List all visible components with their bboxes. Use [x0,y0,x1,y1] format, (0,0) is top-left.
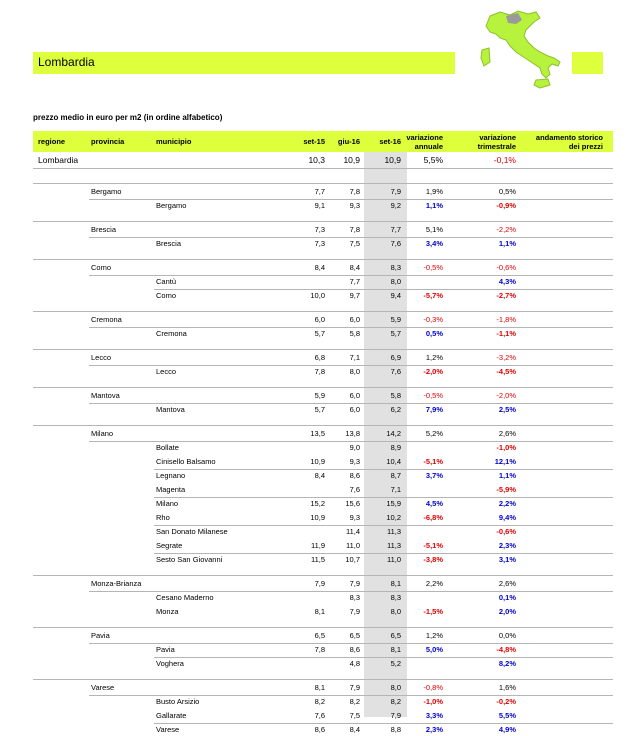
cell-var-trimestrale: -0,1% [493,155,516,165]
municipality-row [33,606,613,618]
cell-name: Brescia [91,225,117,234]
cell-var-trimestrale: -1,0% [496,443,516,452]
cell-set15: 5,9 [314,391,325,400]
cell-set16: 11,3 [386,541,401,550]
cell-set16: 9,2 [390,201,401,210]
row-divider [33,387,613,388]
cell-var-trimestrale: -5,9% [496,485,516,494]
cell-var-annuale: 7,9% [425,405,443,414]
cell-set16: 7,7 [390,225,401,234]
cell-set16: 7,6 [390,239,401,248]
cell-set16: 7,9 [390,711,401,720]
cell-set15: 7,6 [314,711,325,720]
cell-var-annuale: -0,8% [423,683,443,692]
cell-var-annuale: 1,1% [425,201,443,210]
page-title: Lombardia [38,55,95,69]
row-divider [33,168,613,169]
municipality-row [33,724,613,736]
cell-var-annuale: 3,4% [425,239,443,248]
row-divider [154,469,613,470]
province-row [33,682,613,694]
cell-var-trimestrale: -3,2% [496,353,516,362]
row-divider [154,553,613,554]
cell-set15: 6,5 [314,631,325,640]
cell-set16: 8,3 [390,593,401,602]
cell-var-trimestrale: 9,4% [498,513,516,522]
province-row [33,428,613,440]
cell-var-trimestrale: 1,1% [498,471,516,480]
cell-giu16: 6,0 [349,391,360,400]
cell-set16: 5,8 [390,391,401,400]
cell-set15: 10,0 [310,291,325,300]
header-var-annuale-2: annuale [414,142,443,151]
header-giu16: giu-16 [337,137,360,146]
municipality-row [33,644,613,656]
cell-var-annuale: -6,8% [423,513,443,522]
cell-set15: 5,7 [314,405,325,414]
cell-set15: 6,0 [314,315,325,324]
row-divider [89,591,613,592]
row-divider [89,199,613,200]
cell-var-annuale: -0,5% [423,263,443,272]
cell-name: Lecco [91,353,112,362]
cell-var-trimestrale: -1,1% [496,329,516,338]
cell-name: Mantova [156,405,185,414]
cell-name: Milano [91,429,114,438]
cell-giu16: 8,3 [349,593,360,602]
cell-name: Milano [156,499,179,508]
row-divider [33,311,613,312]
municipality-row [33,484,613,496]
cell-name: Bergamo [156,201,187,210]
cell-name: Cinisello Balsamo [156,457,216,466]
header-var-trim-2: trimestrale [477,142,516,151]
cell-set15: 15,2 [310,499,325,508]
cell-var-annuale: 3,7% [425,471,443,480]
cell-set15: 10,3 [308,155,325,165]
cell-giu16: 4,8 [349,659,360,668]
province-row [33,390,613,402]
cell-var-trimestrale: 2,6% [498,429,516,438]
province-row [33,314,613,326]
cell-var-trimestrale: 4,3% [498,277,516,286]
cell-var-annuale: -3,8% [423,555,443,564]
cell-giu16: 7,7 [349,277,360,286]
row-divider [33,349,613,350]
table-header [33,131,613,152]
cell-name: Cremona [156,329,187,338]
cell-set16: 8,0 [390,277,401,286]
cell-set16: 6,5 [390,631,401,640]
row-divider [89,643,613,644]
header-var-trim-1: variazione [479,133,516,142]
cell-giu16: 7,9 [349,683,360,692]
cell-set16: 11,0 [386,555,401,564]
row-divider [33,221,613,222]
cell-set15: 8,1 [314,607,325,616]
cell-var-annuale: 2,3% [425,725,443,734]
municipality-row [33,366,613,378]
cell-giu16: 7,8 [349,225,360,234]
province-row [33,352,613,364]
cell-giu16: 7,1 [349,353,360,362]
cell-giu16: 6,0 [349,405,360,414]
cell-set16: 8,9 [390,443,401,452]
cell-giu16: 9,3 [349,513,360,522]
cell-giu16: 8,4 [349,725,360,734]
cell-var-trimestrale: 5,5% [498,711,516,720]
cell-giu16: 9,3 [349,457,360,466]
cell-var-trimestrale: -0,2% [496,697,516,706]
header-set16: set-16 [379,137,401,146]
cell-giu16: 10,9 [343,155,360,165]
cell-var-trimestrale: 1,6% [498,683,516,692]
cell-set15: 9,1 [314,201,325,210]
municipality-row [33,696,613,708]
cell-giu16: 7,6 [349,485,360,494]
cell-name: Legnano [156,471,186,480]
cell-set15: 7,8 [314,645,325,654]
municipality-row [33,404,613,416]
cell-name: Monza [156,607,179,616]
cell-set15: 6,8 [314,353,325,362]
cell-giu16: 7,5 [349,711,360,720]
cell-giu16: 9,7 [349,291,360,300]
municipality-row [33,526,613,538]
cell-set16: 9,4 [390,291,401,300]
row-divider [33,679,613,680]
cell-set15: 7,3 [314,225,325,234]
cell-giu16: 8,2 [349,697,360,706]
cell-var-trimestrale: 2,0% [498,607,516,616]
row-divider [154,657,613,658]
cell-var-trimestrale: -2,2% [496,225,516,234]
cell-giu16: 11,4 [345,527,360,536]
province-row [33,630,613,642]
cell-name: Lombardia [38,155,79,165]
cell-set16: 5,7 [390,329,401,338]
cell-var-trimestrale: -1,8% [496,315,516,324]
row-divider [89,403,613,404]
cell-set16: 11,3 [386,527,401,536]
cell-var-annuale: 5,2% [425,429,443,438]
cell-var-trimestrale: 0,5% [498,187,516,196]
row-divider [89,695,613,696]
municipality-row [33,456,613,468]
cell-var-annuale: -5,1% [423,541,443,550]
cell-giu16: 9,0 [349,443,360,452]
cell-name: San Donato Milanese [156,527,228,536]
cell-set16: 6,9 [390,353,401,362]
municipality-row [33,276,613,288]
cell-set15: 11,5 [310,555,325,564]
header-set15: set-15 [303,137,325,146]
cell-set16: 8,2 [390,697,401,706]
cell-set16: 8,0 [390,683,401,692]
cell-var-annuale: -5,1% [423,457,443,466]
cell-var-trimestrale: 2,3% [498,541,516,550]
cell-set16: 7,9 [390,187,401,196]
cell-var-annuale: 1,2% [425,631,443,640]
table-subtitle: prezzo medio in euro per m2 (in ordine alfabetico) [33,113,223,122]
cell-giu16: 8,6 [349,645,360,654]
cell-var-annuale: -2,0% [423,367,443,376]
cell-var-trimestrale: -2,0% [496,391,516,400]
header-storico-1: andamento storico [535,133,603,142]
cell-name: Magenta [156,485,186,494]
cell-set16: 10,4 [386,457,401,466]
cell-var-trimestrale: 0,0% [498,631,516,640]
italy-map-icon [478,6,568,92]
cell-var-annuale: -0,5% [423,391,443,400]
cell-giu16: 7,9 [349,607,360,616]
cell-giu16: 11,0 [345,541,360,550]
row-divider [89,441,613,442]
municipality-row [33,238,613,250]
cell-var-annuale: -0,3% [423,315,443,324]
cell-var-trimestrale: -2,7% [496,291,516,300]
cell-var-trimestrale: 0,1% [498,593,516,602]
row-divider [154,289,613,290]
cell-name: Como [91,263,112,272]
municipality-row [33,498,613,510]
cell-name: Segrate [156,541,183,550]
cell-name: Varese [91,683,115,692]
header-municipio: municipio [156,137,192,146]
cell-set15: 13,5 [310,429,325,438]
cell-name: Como [156,291,177,300]
cell-set15: 11,9 [310,541,325,550]
cell-set16: 8,1 [390,579,401,588]
cell-set15: 7,8 [314,367,325,376]
province-row [33,578,613,590]
cell-set15: 10,9 [310,513,325,522]
cell-var-annuale: 5,1% [425,225,443,234]
cell-name: Busto Arsizio [156,697,200,706]
cell-giu16: 7,9 [349,579,360,588]
cell-giu16: 8,6 [349,471,360,480]
row-divider [154,525,613,526]
province-row [33,224,613,236]
cell-name: Rho [156,513,170,522]
municipality-row [33,658,613,670]
cell-giu16: 15,6 [345,499,360,508]
cell-name: Voghera [156,659,184,668]
cell-name: Varese [156,725,180,734]
cell-giu16: 7,5 [349,239,360,248]
cell-name: Sesto San Giovanni [156,555,223,564]
cell-set15: 7,7 [314,187,325,196]
cell-set16: 8,3 [390,263,401,272]
cell-var-trimestrale: -4,8% [496,645,516,654]
cell-set15: 8,2 [314,697,325,706]
cell-var-annuale: 3,3% [425,711,443,720]
cell-set15: 8,4 [314,263,325,272]
cell-var-trimestrale: -0,6% [496,263,516,272]
cell-set15: 7,3 [314,239,325,248]
cell-name: Mantova [91,391,120,400]
cell-name: Cremona [91,315,122,324]
row-divider [89,327,613,328]
banner-right-block [572,52,603,74]
cell-name: Cesano Maderno [156,593,214,602]
municipality-row [33,710,613,722]
cell-set16: 8,8 [390,725,401,734]
cell-var-trimestrale: 3,1% [498,555,516,564]
cell-giu16: 6,5 [349,631,360,640]
cell-name: Pavia [156,645,175,654]
cell-name: Bollate [156,443,179,452]
row-divider [33,183,613,184]
cell-giu16: 6,0 [349,315,360,324]
cell-var-annuale: 1,2% [425,353,443,362]
cell-giu16: 5,8 [349,329,360,338]
cell-var-trimestrale: 2,5% [498,405,516,414]
cell-var-trimestrale: 8,2% [498,659,516,668]
municipality-row [33,592,613,604]
cell-set15: 10,9 [310,457,325,466]
cell-giu16: 7,8 [349,187,360,196]
cell-var-trimestrale: -0,6% [496,527,516,536]
cell-giu16: 8,0 [349,367,360,376]
cell-var-annuale: -5,7% [423,291,443,300]
region-row [33,154,613,166]
cell-name: Lecco [156,367,177,376]
cell-set16: 8,0 [390,607,401,616]
cell-set16: 5,2 [390,659,401,668]
row-divider [33,575,613,576]
cell-var-trimestrale: 2,2% [498,499,516,508]
cell-set16: 6,2 [390,405,401,414]
cell-var-annuale: 0,5% [425,329,443,338]
cell-set15: 8,6 [314,725,325,734]
row-divider [33,425,613,426]
cell-var-trimestrale: 4,9% [498,725,516,734]
municipality-row [33,290,613,302]
cell-var-trimestrale: 12,1% [494,457,516,466]
row-divider [89,275,613,276]
municipality-row [33,442,613,454]
row-divider [154,497,613,498]
cell-set15: 7,9 [314,579,325,588]
cell-var-annuale: -1,5% [423,607,443,616]
municipality-row [33,554,613,566]
cell-var-trimestrale: -4,5% [496,367,516,376]
cell-var-trimestrale: 2,6% [498,579,516,588]
cell-set16: 15,9 [386,499,401,508]
municipality-row [33,470,613,482]
cell-var-annuale: -1,0% [423,697,443,706]
cell-set16: 10,2 [386,513,401,522]
cell-var-annuale: 1,9% [425,187,443,196]
row-divider [33,259,613,260]
cell-set16: 8,1 [390,645,401,654]
province-row [33,186,613,198]
cell-var-annuale: 2,2% [425,579,443,588]
cell-set16: 7,6 [390,367,401,376]
header-var-annuale-1: variazione [406,133,443,142]
municipality-row [33,328,613,340]
cell-var-annuale: 4,5% [425,499,443,508]
header-regione: regione [38,137,66,146]
cell-var-annuale: 5,5% [423,155,443,165]
row-divider [89,365,613,366]
header-provincia: provincia [91,137,125,146]
region-banner [33,52,455,74]
province-row [33,262,613,274]
cell-var-trimestrale: -0,9% [496,201,516,210]
cell-giu16: 9,3 [349,201,360,210]
header-storico-2: dei prezzi [568,142,603,151]
cell-giu16: 10,7 [345,555,360,564]
row-divider [89,237,613,238]
cell-giu16: 13,8 [345,429,360,438]
cell-set15: 5,7 [314,329,325,338]
cell-set15: 8,4 [314,471,325,480]
cell-giu16: 8,4 [349,263,360,272]
cell-set15: 8,1 [314,683,325,692]
cell-name: Monza-Brianza [91,579,142,588]
cell-set16: 7,1 [390,485,401,494]
municipality-row [33,512,613,524]
municipality-row [33,200,613,212]
cell-name: Brescia [156,239,182,248]
cell-set16: 10,9 [384,155,401,165]
cell-set16: 14,2 [386,429,401,438]
cell-var-annuale: 5,0% [425,645,443,654]
cell-set16: 8,7 [390,471,401,480]
cell-name: Pavia [91,631,110,640]
cell-var-trimestrale: 1,1% [498,239,516,248]
row-divider [33,627,613,628]
cell-name: Gallarate [156,711,187,720]
cell-name: Cantù [156,277,177,286]
municipality-row [33,540,613,552]
cell-set16: 5,9 [390,315,401,324]
cell-name: Bergamo [91,187,122,196]
